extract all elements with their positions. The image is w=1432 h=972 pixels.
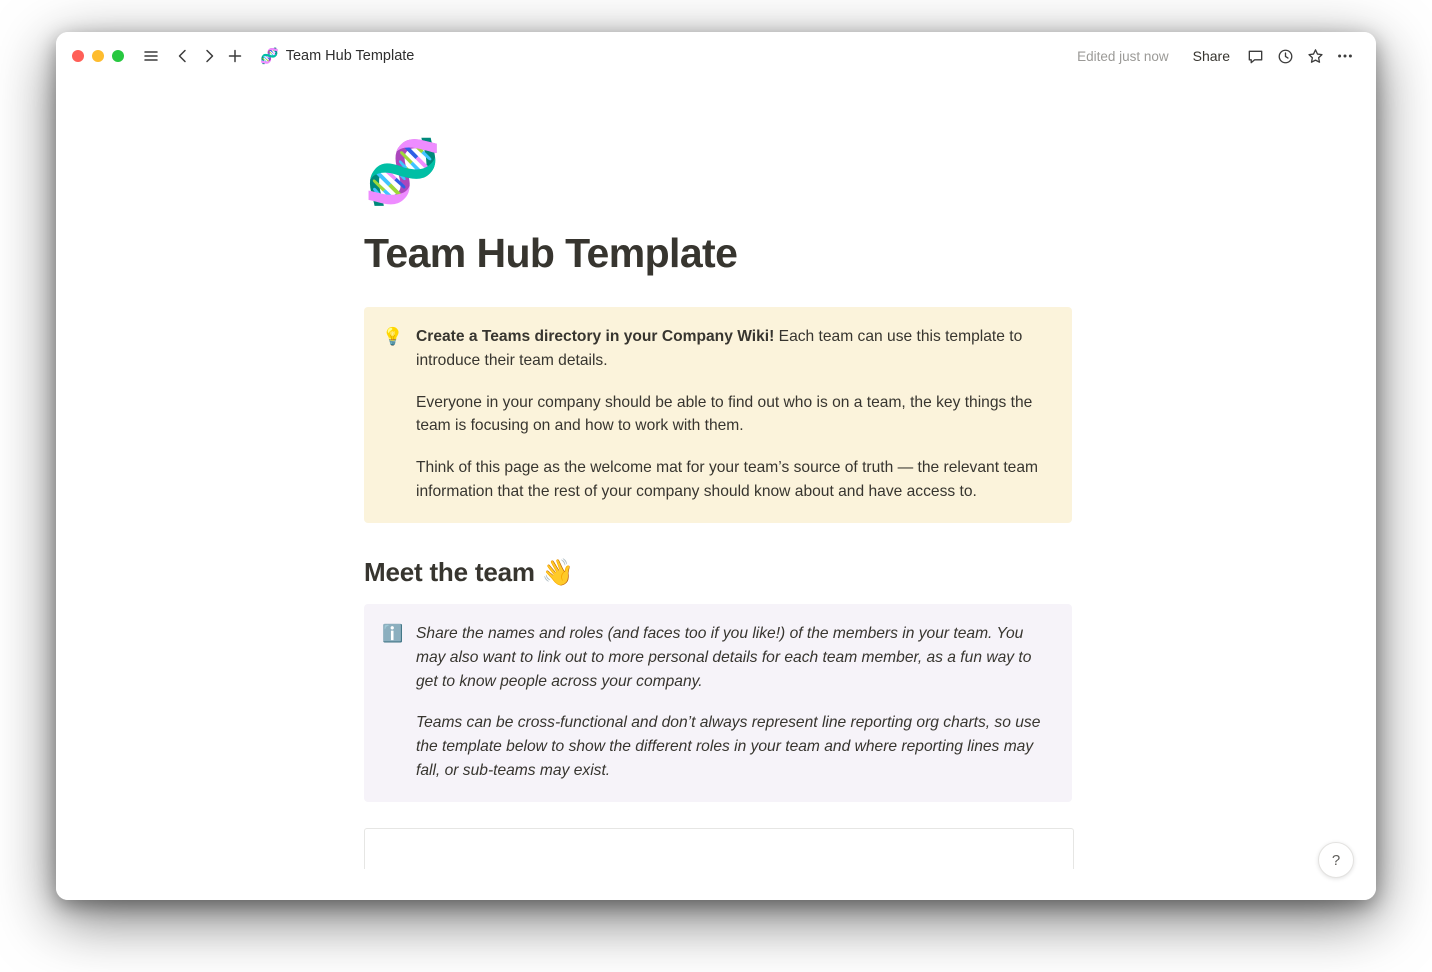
plus-icon[interactable] (222, 43, 248, 69)
info-icon: ℹ️ (382, 624, 404, 644)
callout-lead-text: Create a Teams directory in your Company Wiki! (416, 328, 775, 346)
page-icon-dna-icon[interactable]: 🧬 (364, 138, 442, 207)
next-content-block[interactable] (364, 828, 1074, 869)
callout-rest-text: Each team can use this template to introduce their team details. (416, 328, 1023, 369)
dna-icon: 🧬 (260, 47, 279, 65)
callout-paragraph: Think of this page as the welcome mat for your team’s source of truth — the relevant team information that the rest of your company should know about and have access to. (416, 458, 1039, 500)
window-controls (72, 50, 124, 62)
section-heading-meet-the-team[interactable]: Meet the team 👋 (364, 557, 574, 588)
app-window (56, 32, 1376, 900)
titlebar (56, 32, 1376, 80)
page-content (364, 138, 1072, 869)
page-title[interactable]: Team Hub Template (364, 230, 738, 276)
star-icon[interactable] (1302, 43, 1328, 69)
lightbulb-icon: 💡 (382, 327, 404, 347)
comment-icon[interactable] (1242, 43, 1268, 69)
chevron-right-icon[interactable] (196, 43, 222, 69)
share-button[interactable]: Share (1192, 48, 1230, 64)
document-tab[interactable] (260, 48, 414, 64)
callout-paragraph: Share the names and roles (and faces too if you like!) of the members in your team. You may also want to link out to more personal details for each team member, as a fun way to get to know people across your company. (416, 625, 1032, 690)
callout-intro[interactable] (364, 307, 1072, 523)
edited-status: Edited just now (1077, 48, 1169, 64)
ellipsis-icon[interactable] (1332, 43, 1358, 69)
titlebar-actions (1077, 43, 1358, 69)
callout-paragraph: Teams can be cross-functional and don’t always represent line reporting org charts, so use the template below to show the different roles in your team and where reporting lines may fall, or sub-teams may exist. (416, 714, 1041, 779)
document-title-label: Team Hub Template (285, 48, 415, 64)
maximize-window-button[interactable] (112, 50, 124, 62)
close-window-button[interactable] (72, 50, 84, 62)
callout-paragraph: Everyone in your company should be able to find out who is on a team, the key things the team is focusing on and how to work with them. (416, 393, 1033, 435)
help-button[interactable]: ? (1318, 842, 1354, 878)
callout-paragraph (416, 325, 1052, 372)
callout-meet-the-team-body (416, 622, 1052, 782)
hamburger-icon[interactable] (138, 43, 164, 69)
chevron-left-icon[interactable] (170, 43, 196, 69)
clock-icon[interactable] (1272, 43, 1298, 69)
page-canvas (56, 80, 1376, 900)
callout-intro-body (416, 325, 1052, 503)
minimize-window-button[interactable] (92, 50, 104, 62)
callout-meet-the-team[interactable] (364, 604, 1072, 802)
